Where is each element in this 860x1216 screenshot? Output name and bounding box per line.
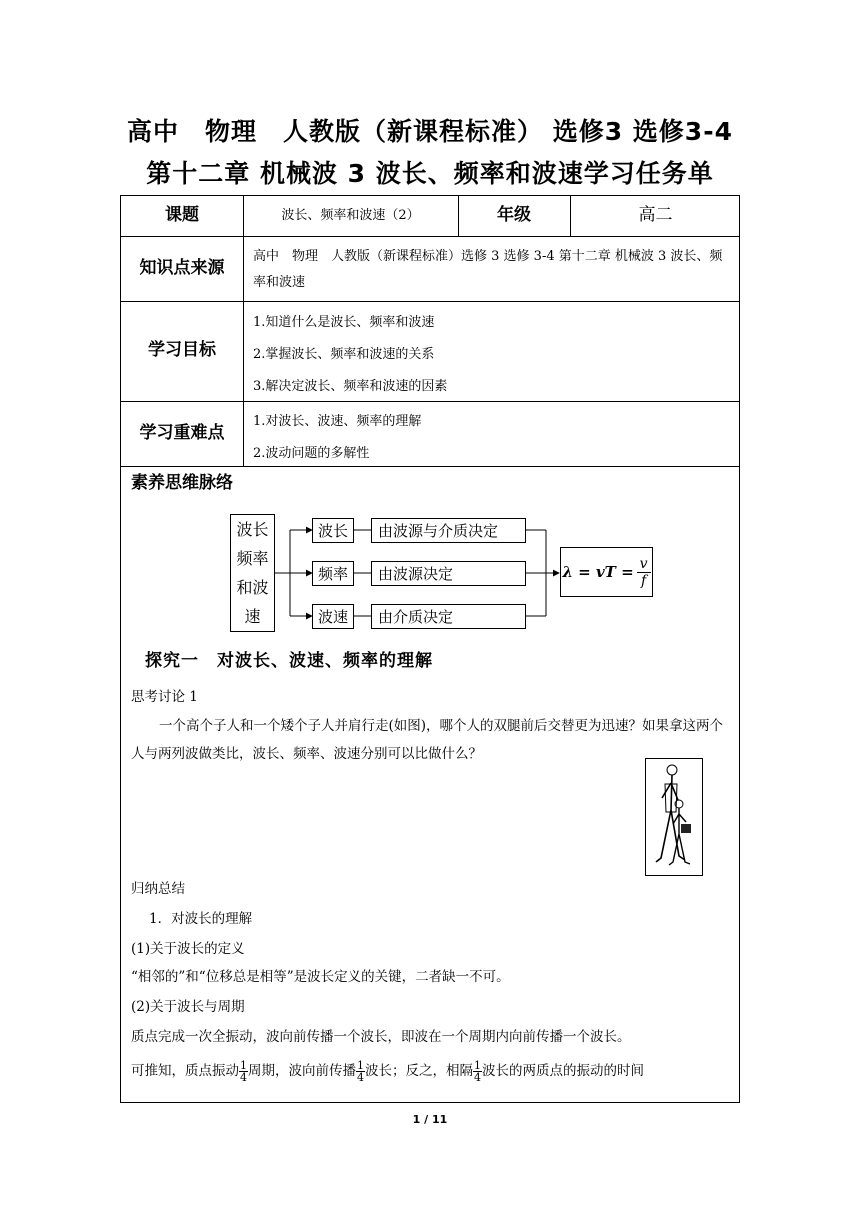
difficulty-label: 学习重难点 (139, 422, 225, 443)
source-label: 知识点来源 (139, 257, 225, 278)
fraction-quarter (239, 1060, 248, 1083)
document-title-line2: 第十二章 机械波 3 波长、频率和波速学习任务单 (146, 159, 714, 188)
fraction-numerator: 1 (357, 1059, 364, 1072)
topic-label: 课题 (165, 205, 199, 226)
difficulty-item: 1.对波长、波速、频率的理解 (253, 414, 422, 429)
inquiry-heading: 探究一 对波长、波速、频率的理解 (145, 651, 433, 671)
inference-text (131, 1056, 731, 1086)
fraction-denominator: 4 (357, 1071, 364, 1084)
branch-name-speed: 波速 (312, 604, 354, 629)
inference-part-b: 周期，波向前传播 (248, 1063, 356, 1079)
definition-text: “相邻的”和“位移总是相等”是波长定义的关键，二者缺一不可。 (131, 969, 510, 985)
difficulty-item: 2.波动问题的多解性 (253, 446, 370, 461)
fraction-quarter (473, 1060, 482, 1083)
branch-name-frequency: 频率 (312, 561, 354, 586)
formula-box (560, 547, 653, 597)
branch-desc-speed: 由介质决定 (371, 604, 526, 629)
period-text: 质点完成一次全振动，波向前传播一个波长，即波在一个周期内向前传播一个波长。 (131, 1029, 631, 1045)
subheading-definition: (1)关于波长的定义 (131, 941, 245, 957)
grade-label: 年级 (497, 205, 531, 226)
formula-numerator: v (637, 556, 651, 573)
source-value: 高中 物理 人教版（新课程标准）选修 3 选修 3-4 第十二章 机械波 3 波长、频率和波速 (253, 249, 723, 290)
formula-denominator: f (641, 572, 647, 589)
root-line: 频率 (236, 549, 269, 568)
fraction-numerator: 1 (240, 1059, 247, 1072)
fraction-denominator: 4 (240, 1071, 247, 1084)
goal-item: 2.掌握波长、频率和波速的关系 (253, 347, 435, 362)
branch-name-wavelength: 波长 (312, 518, 354, 543)
task-table (120, 195, 740, 1103)
topic-value: 波长、频率和波速（2） (281, 207, 420, 223)
subheading-period: (2)关于波长与周期 (131, 999, 245, 1015)
branch-desc-frequency: 由波源决定 (371, 561, 526, 586)
inference-part-d: 波长的两质点的振动的时间 (482, 1063, 644, 1079)
mind-map-heading: 素养思维脉络 (131, 473, 233, 493)
summary-label: 归纳总结 (131, 881, 185, 897)
formula-left: λ = vT = (562, 563, 634, 581)
fraction-denominator: 4 (474, 1071, 481, 1084)
walking-people-figure (645, 758, 703, 876)
inference-part-a: 可推知，质点振动 (131, 1063, 239, 1079)
goal-item: 1.知道什么是波长、频率和波速 (253, 315, 435, 330)
grade-value: 高二 (638, 205, 673, 226)
root-line: 速 (244, 607, 261, 626)
fraction-numerator: 1 (474, 1059, 481, 1072)
root-line: 和波 (236, 578, 269, 597)
root-line: 波长 (236, 520, 269, 539)
document-title-line1: 高中 物理 人教版（新课程标准） 选修3 选修3-4 (127, 117, 733, 146)
branch-desc-wavelength: 由波源与介质决定 (371, 518, 526, 543)
page-number: 1 / 11 (412, 1113, 448, 1126)
summary-item-1: 1．对波长的理解 (149, 911, 253, 927)
inference-part-c: 波长；反之，相隔 (365, 1063, 473, 1079)
discussion-text: 一个高个子人和一个矮个子人并肩行走(如图)，哪个人的双腿前后交替更为迅速？如果拿这两个人与两列波做类比，波长、频率、波速分别可以比做什么？ (131, 718, 724, 762)
discussion-label: 思考讨论 1 (131, 689, 198, 705)
formula-fraction (637, 556, 651, 589)
fraction-quarter (356, 1060, 365, 1083)
goals-label: 学习目标 (148, 340, 216, 361)
goal-item: 3.解决定波长、频率和波速的因素 (253, 379, 448, 394)
